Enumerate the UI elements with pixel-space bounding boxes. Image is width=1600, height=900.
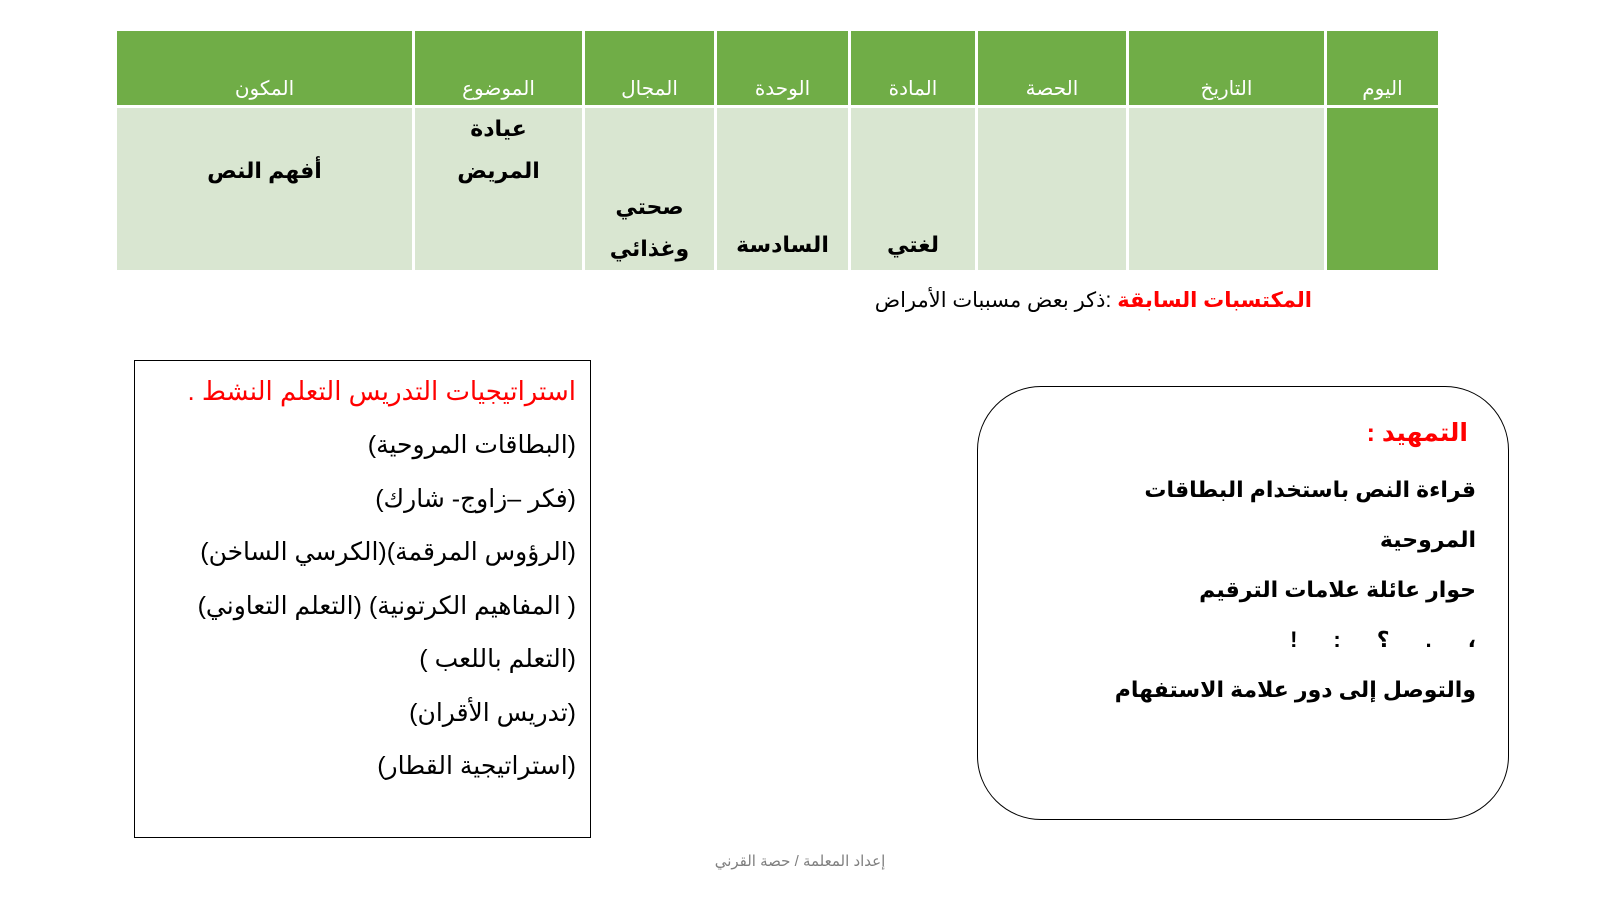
header-period: الحصة [977,30,1128,107]
header-domain: المجال [584,30,716,107]
table-header-row [116,30,1440,107]
cell-unit: السادسة [716,107,850,272]
warmup-title: التمهيد : [1366,419,1468,447]
punctuation-mark: ؟ [1376,627,1390,652]
cell-period [977,107,1128,272]
footer-credit: إعداد المعلمة / حصة القرني [714,853,886,870]
strategies-box [134,360,591,838]
prior-knowledge-text: :ذكر بعض مسببات الأمراض [874,289,1112,312]
cell-domain-line1: صحتي [615,194,684,219]
cell-topic [414,107,584,272]
cell-topic-line2: المريض [457,158,540,183]
list-item: (تدريس الأقران) [409,698,576,727]
header-subject: المادة [850,30,977,107]
cell-domain-line2: وغذائي [609,236,690,261]
cell-date [1128,107,1326,272]
list-item: (استراتيجية القطار) [377,752,576,780]
warmup-line-3: حوار عائلة علامات الترقيم [1199,577,1476,602]
list-item: (الرؤوس المرقمة)(الكرسي الساخن) [200,538,576,566]
header-topic: الموضوع [414,30,584,107]
strategies-title: استراتيجيات التدريس التعلم النشط . [187,376,576,406]
list-item: (البطاقات المروحية) [367,431,576,459]
prior-knowledge [875,288,1312,313]
list-item: ( المفاهيم الكرتونية) (التعلم التعاوني) [197,591,576,620]
header-date: التاريخ [1128,30,1326,107]
table-row [116,107,1440,272]
header-day: اليوم [1326,30,1440,107]
warmup-line-1: قراءة النص باستخدام البطاقات [1144,477,1476,502]
punctuation-mark: ، [1467,627,1476,652]
header-component: المكون [116,30,414,107]
warmup-conclusion: والتوصل إلى دور علامة الاستفهام [1114,677,1476,702]
cell-domain [584,107,716,272]
punctuation-marks [998,615,1476,665]
lesson-info-table [114,28,1441,273]
list-item: (التعلم باللعب ) [419,645,576,673]
punctuation-mark: ! [1290,627,1298,652]
punctuation-mark: : [1333,627,1341,652]
cell-component: أفهم النص [116,107,414,272]
list-item: (فكر –زاوج- شارك) [375,484,576,513]
cell-day [1326,107,1440,272]
cell-subject: لغتي [850,107,977,272]
prior-knowledge-label: المكتسبات السابقة [1117,289,1312,312]
warmup-line-2: المروحية [1379,527,1476,552]
warmup-box [977,386,1509,820]
header-unit: الوحدة [716,30,850,107]
cell-topic-line1: عيادة [470,116,527,141]
punctuation-mark: . [1425,627,1432,652]
